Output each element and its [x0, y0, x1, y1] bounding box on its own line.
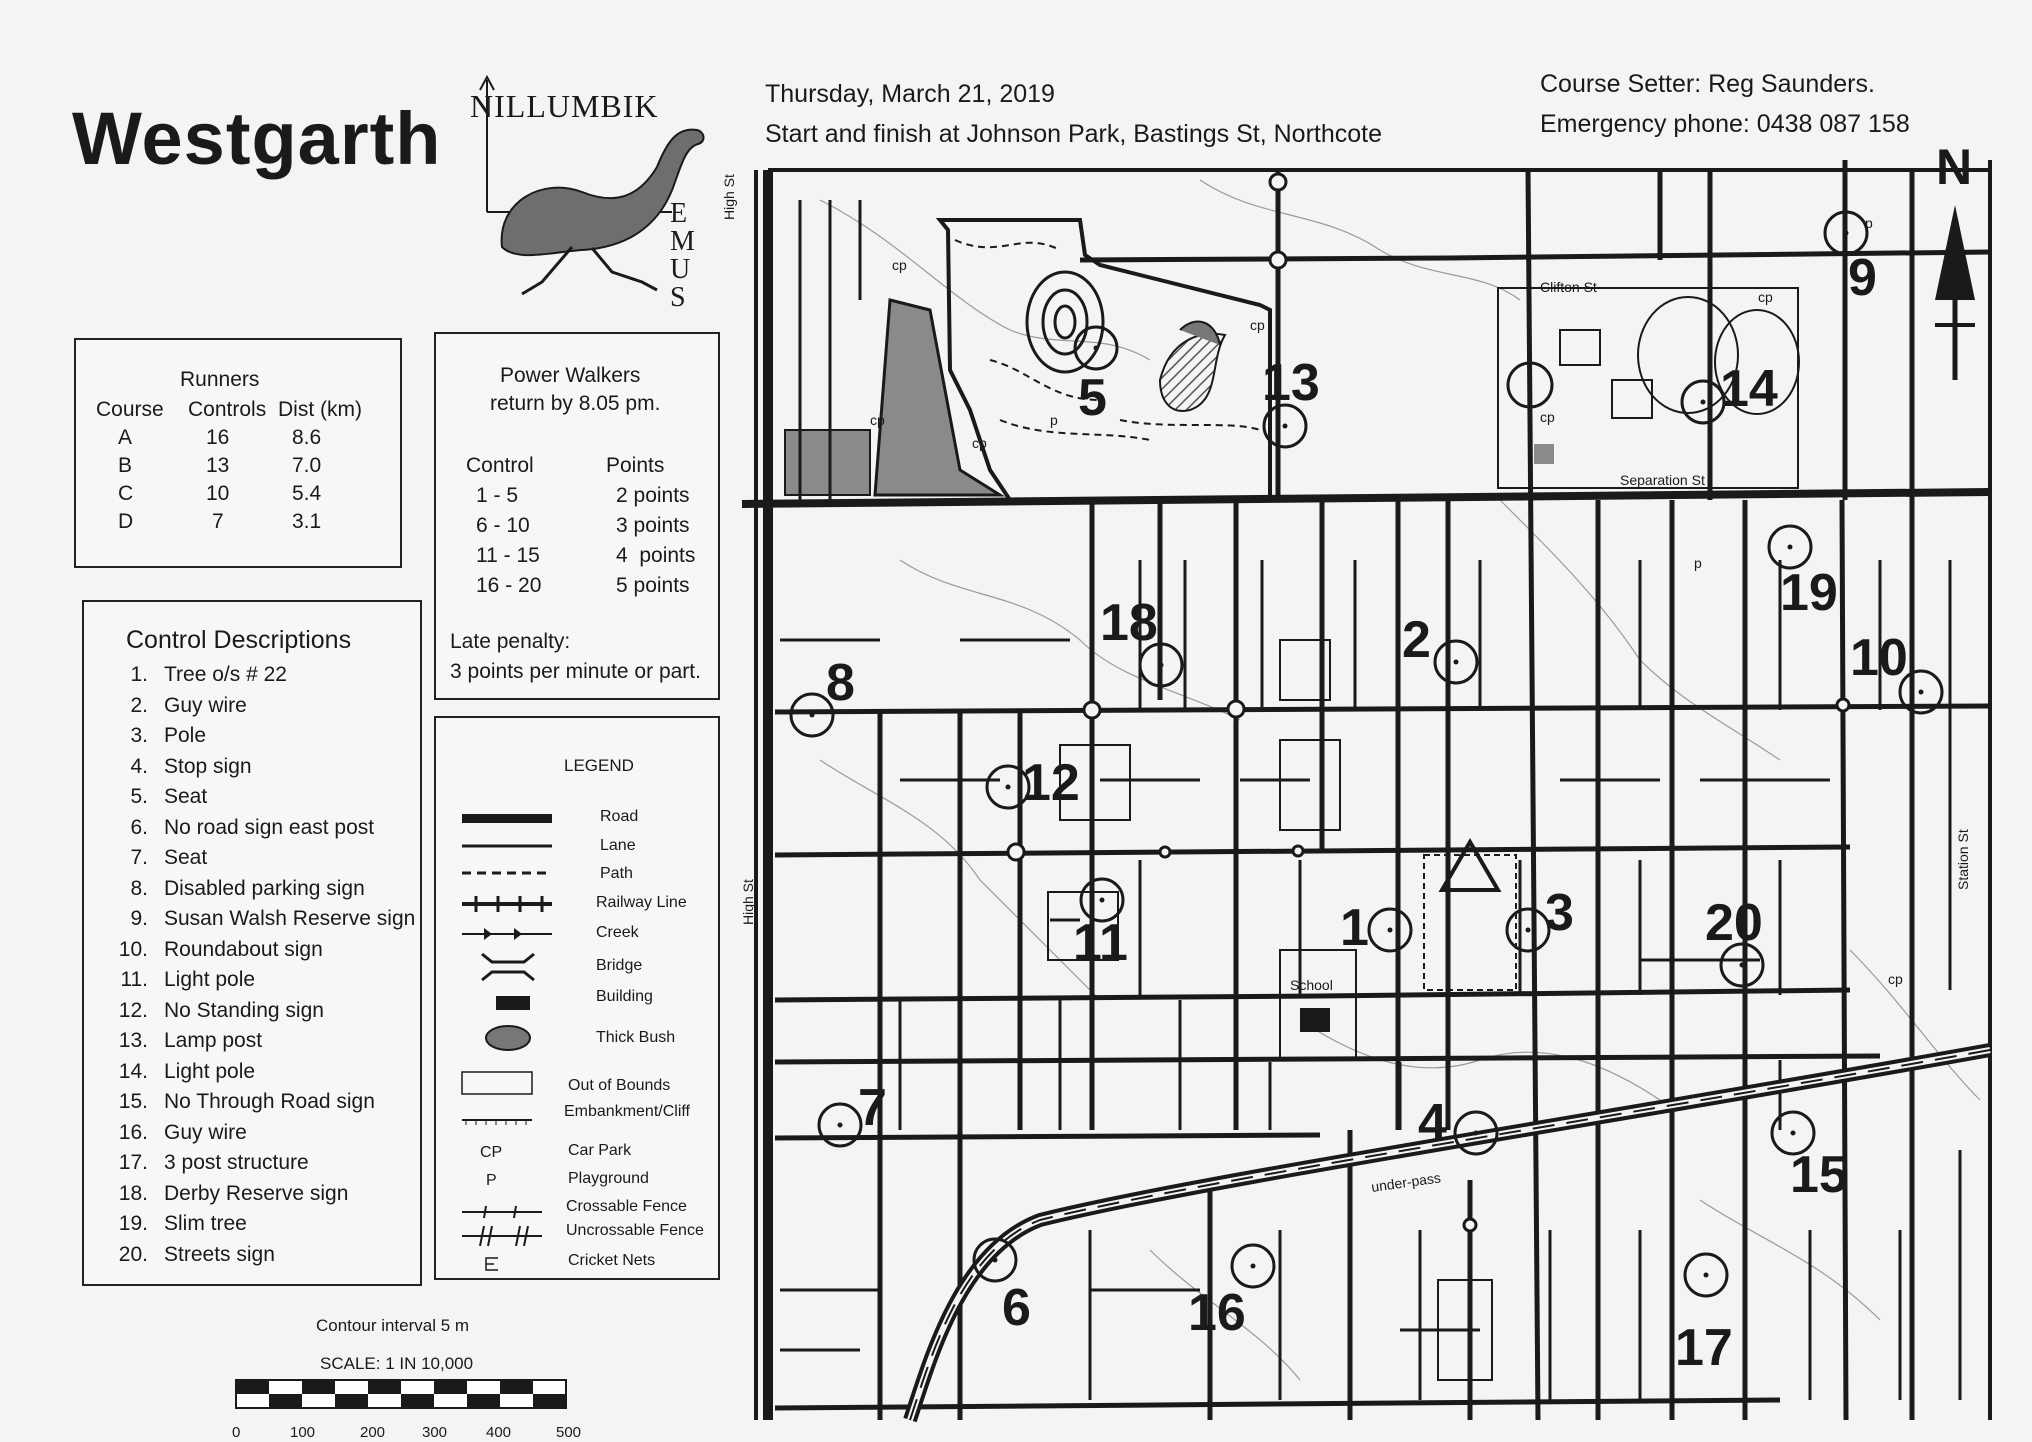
- table-row: 1 - 5 2 points: [476, 484, 690, 507]
- control-number: 2.: [130, 693, 148, 717]
- table-row: 11 - 15 4 points: [476, 544, 696, 567]
- legend-uncrossable-fence: Uncrossable Fence: [566, 1222, 704, 1239]
- control-label: 15: [1790, 1146, 1848, 1204]
- car-park-label: cp: [972, 435, 987, 451]
- control-label: 2: [1402, 611, 1431, 669]
- control-description: Slim tree: [164, 1212, 247, 1235]
- control-dot: [1100, 898, 1105, 903]
- control-description: Streets sign: [164, 1242, 275, 1266]
- control-dot: [838, 1123, 843, 1128]
- control-label: 16: [1188, 1284, 1246, 1342]
- control-number: 1.: [130, 663, 148, 686]
- col-course: Course: [96, 398, 164, 421]
- control-label: 7: [858, 1079, 887, 1137]
- control-description: Seat: [164, 785, 208, 808]
- control-label: 11: [1073, 914, 1128, 972]
- control-number: 4.: [130, 754, 148, 778]
- control-12: [987, 754, 1080, 812]
- control-number: 13.: [118, 1029, 148, 1052]
- control-label: 9: [1848, 249, 1877, 307]
- control-description: Roundabout sign: [164, 937, 323, 961]
- street-label-high-st-mid: High St: [740, 879, 756, 925]
- club-name: NILLUMBIK: [470, 88, 659, 124]
- legend-out-of-bounds: Out of Bounds: [568, 1077, 671, 1094]
- control-label: 4: [1418, 1094, 1447, 1152]
- control-description: Tree o/s # 22: [164, 663, 287, 686]
- control-18: [1100, 594, 1182, 686]
- emergency-phone: Emergency phone: 0438 087 158: [1540, 110, 1910, 138]
- car-park-label: cp: [1758, 289, 1773, 305]
- control-description: 3 post structure: [164, 1151, 309, 1174]
- control-description: Seat: [164, 846, 208, 869]
- control-dot: [1159, 663, 1164, 668]
- control-14: [1682, 360, 1778, 423]
- control-label: 14: [1720, 360, 1778, 418]
- control-15: [1772, 1112, 1848, 1204]
- legend-cricket-nets: Cricket Nets: [568, 1252, 656, 1269]
- control-number: 11.: [120, 968, 148, 991]
- emus-label: EMUS: [670, 198, 695, 313]
- scale-tick-400: 400: [486, 1424, 512, 1441]
- power-walkers-heading: Power Walkers: [500, 364, 641, 387]
- grey-building: [785, 430, 870, 495]
- control-label: 20: [1705, 894, 1763, 952]
- control-dot: [1251, 1264, 1256, 1269]
- table-row: 6 - 10 3 points: [476, 514, 690, 537]
- street-label-station: Station St: [1955, 829, 1971, 890]
- legend-heading: LEGEND: [564, 756, 634, 775]
- control-description: Light pole: [164, 1059, 256, 1083]
- control-number: 16.: [118, 1120, 148, 1144]
- control-number: 18.: [118, 1181, 148, 1205]
- control-dot: [1006, 785, 1011, 790]
- legend-building: Building: [596, 988, 653, 1005]
- power-walkers-return: return by 8.05 pm.: [490, 392, 661, 415]
- legend-road: Road: [600, 808, 639, 825]
- street-label-separation: Separation St: [1620, 472, 1705, 488]
- table-row: C 10 5.4: [118, 482, 322, 505]
- legend-path: Path: [600, 865, 633, 882]
- contour-interval: Contour interval 5 m: [316, 1316, 470, 1335]
- legend-crossable-fence: Crossable Fence: [566, 1198, 687, 1215]
- control-number: 7.: [130, 846, 148, 869]
- control-dot: [1740, 963, 1745, 968]
- control-10: [1850, 629, 1942, 713]
- table-row: B 13 7.0: [118, 454, 322, 477]
- legend-lane: Lane: [600, 837, 636, 854]
- control-dot: [1704, 1273, 1709, 1278]
- scale-tick-300: 300: [422, 1424, 448, 1441]
- control-dot: [1474, 1131, 1479, 1136]
- control-description: Susan Walsh Reserve sign: [164, 907, 416, 930]
- control-description: No Through Road sign: [164, 1090, 375, 1113]
- school-building: [1300, 1008, 1330, 1032]
- course-setter: Course Setter: Reg Saunders.: [1540, 70, 1875, 98]
- control-description: Guy wire: [164, 693, 247, 717]
- control-dot: [1844, 231, 1849, 236]
- control-number: 14.: [118, 1059, 148, 1083]
- control-label: 3: [1545, 884, 1574, 942]
- street-label-clifton: Clifton St: [1540, 279, 1597, 295]
- map-title: Westgarth: [72, 97, 442, 180]
- control-description: Disabled parking sign: [164, 876, 365, 900]
- north-arrow-icon: [1935, 205, 1975, 380]
- control-dot: [1454, 660, 1459, 665]
- control-number: 8.: [130, 876, 148, 900]
- control-label: 12: [1022, 754, 1080, 812]
- street-label-underpass: under-pass: [1370, 1169, 1442, 1195]
- grey-building: [875, 300, 1000, 495]
- control-label: 5: [1078, 369, 1107, 427]
- car-park-label: cp: [870, 412, 885, 428]
- car-park-label: cp: [1540, 409, 1555, 425]
- control-dot: [1701, 400, 1706, 405]
- control-label: 8: [826, 654, 855, 712]
- control-label: 18: [1100, 594, 1158, 652]
- car-park-label: cp: [892, 257, 907, 273]
- control-label: 1: [1340, 899, 1369, 957]
- control-16: [1188, 1245, 1274, 1342]
- control-description: Stop sign: [164, 754, 252, 778]
- control-4: [1418, 1094, 1497, 1154]
- streets-horizontal: [775, 258, 1990, 1408]
- control-dot: [993, 1258, 998, 1263]
- table-row: D 7 3.1: [118, 510, 322, 533]
- playground-label: p: [1865, 215, 1873, 231]
- control-3: [1507, 884, 1574, 951]
- scale-tick-500: 500: [556, 1424, 582, 1441]
- control-dot: [1919, 690, 1924, 695]
- control-number: 10.: [118, 937, 148, 961]
- col-dist: Dist (km): [278, 398, 362, 421]
- control-number: 17.: [118, 1151, 148, 1174]
- control-label: 17: [1675, 1319, 1733, 1377]
- control-description: Derby Reserve sign: [164, 1181, 349, 1205]
- control-description: Pole: [164, 724, 207, 747]
- legend-p-symbol: P: [486, 1172, 497, 1189]
- scale-tick-0: 0: [232, 1424, 241, 1441]
- playground-label: p: [1694, 555, 1702, 571]
- scale-tick-100: 100: [290, 1424, 316, 1441]
- control-2: [1402, 611, 1477, 683]
- event-location: Start and finish at Johnson Park, Bastings St, Northcote: [765, 120, 1382, 148]
- legend-playground: Playground: [568, 1170, 649, 1187]
- late-penalty-heading: Late penalty:: [450, 630, 571, 653]
- control-number: 6.: [130, 815, 148, 839]
- playground-label: p: [1050, 412, 1058, 428]
- control-dot: [1788, 545, 1793, 550]
- control-number: 12.: [118, 998, 148, 1022]
- legend-thick-bush: Thick Bush: [596, 1029, 676, 1046]
- control-description: No road sign east post: [164, 815, 375, 839]
- control-dot: [810, 713, 815, 718]
- street-label-high-st-top: High St: [721, 174, 737, 220]
- legend-car-park: Car Park: [568, 1142, 632, 1159]
- control-8: [791, 654, 855, 736]
- legend-bridge: Bridge: [596, 957, 643, 974]
- col-controls: Controls: [188, 398, 267, 421]
- runners-heading: Runners: [180, 368, 260, 391]
- school-label: School: [1290, 977, 1333, 993]
- control-number: 15.: [118, 1090, 148, 1113]
- control-label: 10: [1850, 629, 1908, 687]
- control-19: [1769, 526, 1838, 622]
- north-label: N: [1936, 139, 1973, 195]
- control-description: Lamp post: [164, 1029, 263, 1052]
- table-row: A 16 8.6: [118, 426, 322, 449]
- control-circles: [791, 212, 1942, 1377]
- control-number: 20.: [118, 1242, 148, 1266]
- points-header: Control Points: [466, 454, 665, 477]
- control-description: Guy wire: [164, 1120, 247, 1144]
- control-descriptions-heading: Control Descriptions: [126, 626, 352, 654]
- control-20: [1705, 894, 1763, 986]
- control-17: [1675, 1254, 1733, 1377]
- control-dot: [1388, 928, 1393, 933]
- control-number: 3.: [130, 724, 148, 747]
- control-label: 19: [1780, 564, 1838, 622]
- control-label: 6: [1002, 1279, 1031, 1337]
- control-number: 9.: [130, 907, 148, 930]
- thick-bush: [1160, 334, 1225, 411]
- late-penalty-text: 3 points per minute or part.: [450, 660, 701, 683]
- control-label: 13: [1262, 354, 1320, 412]
- control-dot: [1791, 1131, 1796, 1136]
- control-dot: [1283, 424, 1288, 429]
- car-park-label: cp: [1250, 317, 1265, 333]
- car-park-label: cp: [1888, 971, 1903, 987]
- event-date: Thursday, March 21, 2019: [765, 80, 1055, 108]
- control-dot: [1526, 928, 1531, 933]
- legend-railway: Railway Line: [596, 894, 687, 911]
- control-number: 19.: [118, 1212, 148, 1235]
- legend-cp-symbol: CP: [480, 1144, 503, 1161]
- table-row: 16 - 20 5 points: [476, 574, 690, 597]
- control-dot: [1094, 346, 1099, 351]
- control-number: 5.: [130, 785, 148, 808]
- legend-creek: Creek: [596, 924, 639, 941]
- control-description: Light pole: [164, 968, 256, 991]
- scale-label: SCALE: 1 IN 10,000: [320, 1354, 474, 1373]
- scale-tick-200: 200: [360, 1424, 386, 1441]
- control-description: No Standing sign: [164, 998, 324, 1022]
- legend-embankment: Embankment/Cliff: [564, 1103, 690, 1120]
